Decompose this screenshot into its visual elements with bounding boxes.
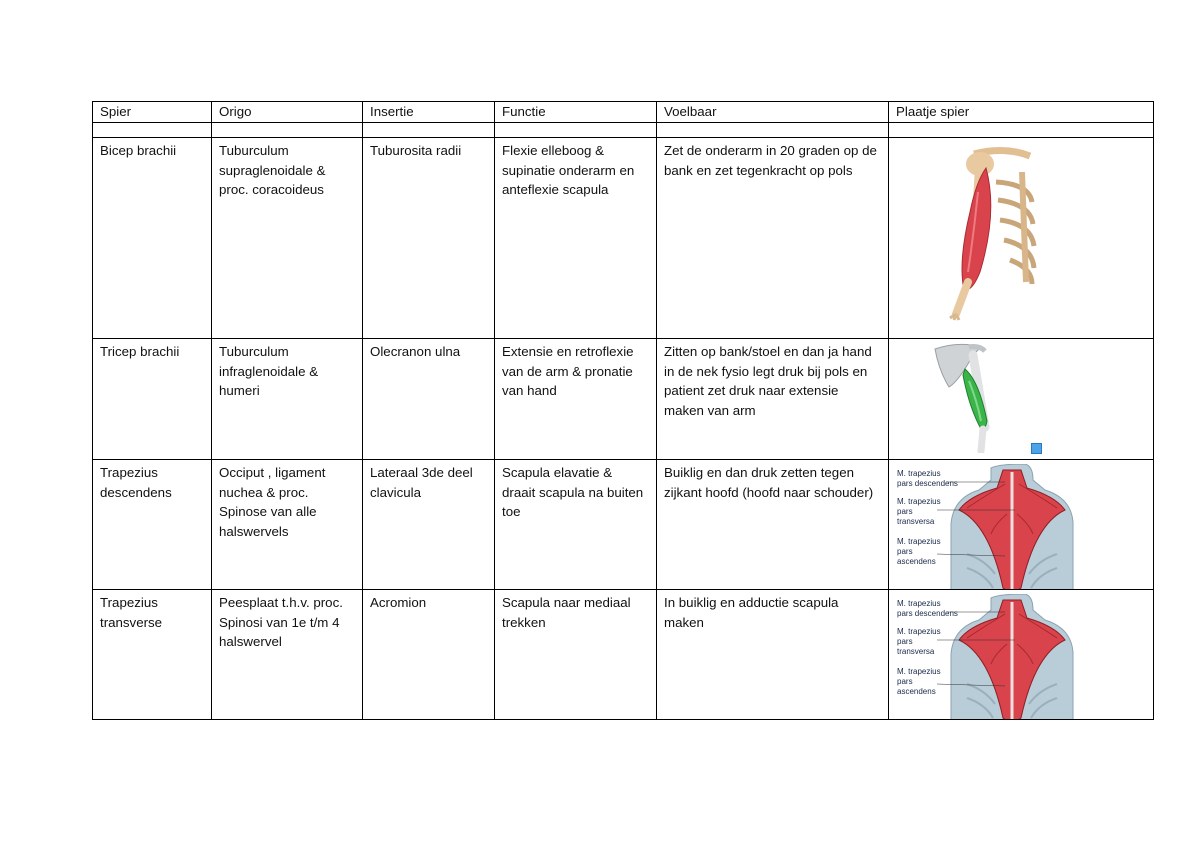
cell-spier: Trapezius descendens — [93, 460, 212, 590]
cell-functie: Flexie elleboog & supinatie onderarm en anteflexie scapula — [495, 138, 657, 339]
svg-text:pars: pars — [897, 677, 913, 686]
svg-text:M. trapezius: M. trapezius — [897, 469, 941, 478]
header-cell: Insertie — [363, 102, 495, 123]
cell-origo: Peesplaat t.h.v. proc. Spinosi van 1e t/m 4 halswervel — [212, 590, 363, 720]
cell-insertie: Acromion — [363, 590, 495, 720]
cell-origo: Occiput , ligament nuchea & proc. Spinose van alle halswervels — [212, 460, 363, 590]
empty-cell — [889, 123, 1154, 138]
trapezius-illustration — [895, 594, 1075, 720]
table-row — [93, 590, 1154, 720]
cell-image — [889, 460, 1154, 590]
label-pars-transversa — [897, 497, 941, 526]
table-header-row — [93, 102, 1154, 123]
cell-voelbaar: Buiklig en dan druk zetten tegen zijkant hoofd (hoofd naar schouder) — [657, 460, 889, 590]
svg-text:M. trapezius: M. trapezius — [897, 599, 941, 608]
header-cell: Functie — [495, 102, 657, 123]
svg-text:pars: pars — [897, 637, 913, 646]
cell-origo: Tuburculum supraglenoidale & proc. coracoideus — [212, 138, 363, 339]
svg-text:transversa: transversa — [897, 517, 935, 526]
biceps-muscle-illustration — [934, 142, 1044, 322]
cell-functie: Extensie en retroflexie van de arm & pronatie van hand — [495, 339, 657, 460]
empty-cell — [93, 123, 212, 138]
empty-row — [93, 123, 1154, 138]
header-cell: Origo — [212, 102, 363, 123]
header-cell: Voelbaar — [657, 102, 889, 123]
label-pars-descendens — [897, 599, 958, 618]
cell-voelbaar: In buiklig en adductie scapula maken — [657, 590, 889, 720]
label-pars-transversa — [897, 627, 941, 656]
svg-text:pars: pars — [897, 547, 913, 556]
svg-text:pars descendens: pars descendens — [897, 479, 958, 488]
label-pars-ascendens — [897, 537, 941, 566]
cell-image — [889, 339, 1154, 460]
table-row — [93, 339, 1154, 460]
cell-voelbaar: Zitten op bank/stoel en dan ja hand in de nek fysio legt druk bij pols en patient zet druk naar extensie maken van arm — [657, 339, 889, 460]
header-cell: Plaatje spier — [889, 102, 1154, 123]
cell-image — [889, 590, 1154, 720]
trapezius-illustration — [895, 464, 1075, 590]
cell-spier: Trapezius transverse — [93, 590, 212, 720]
empty-cell — [657, 123, 889, 138]
empty-cell — [495, 123, 657, 138]
cell-insertie: Lateraal 3de deel clavicula — [363, 460, 495, 590]
empty-cell — [212, 123, 363, 138]
svg-text:M. trapezius: M. trapezius — [897, 667, 941, 676]
svg-text:transversa: transversa — [897, 647, 935, 656]
cell-image — [889, 138, 1154, 339]
empty-cell — [363, 123, 495, 138]
header-cell: Spier — [93, 102, 212, 123]
svg-text:M. trapezius: M. trapezius — [897, 497, 941, 506]
cell-spier: Tricep brachii — [93, 339, 212, 460]
svg-text:ascendens: ascendens — [897, 687, 936, 696]
image-handle-icon — [1031, 443, 1042, 454]
cell-origo: Tuburculum infraglenoidale & humeri — [212, 339, 363, 460]
svg-text:pars: pars — [897, 507, 913, 516]
label-pars-ascendens — [897, 667, 941, 696]
svg-text:M. trapezius: M. trapezius — [897, 537, 941, 546]
svg-text:ascendens: ascendens — [897, 557, 936, 566]
triceps-muscle-illustration — [929, 341, 1009, 453]
cell-spier: Bicep brachii — [93, 138, 212, 339]
table-row — [93, 138, 1154, 339]
svg-text:M. trapezius: M. trapezius — [897, 627, 941, 636]
cell-functie: Scapula elavatie & draait scapula na buiten toe — [495, 460, 657, 590]
svg-text:pars descendens: pars descendens — [897, 609, 958, 618]
cell-insertie: Tuburosita radii — [363, 138, 495, 339]
label-pars-descendens — [897, 469, 958, 488]
table-row — [93, 460, 1154, 590]
cell-voelbaar: Zet de onderarm in 20 graden op de bank en zet tegenkracht op pols — [657, 138, 889, 339]
cell-insertie: Olecranon ulna — [363, 339, 495, 460]
cell-functie: Scapula naar mediaal trekken — [495, 590, 657, 720]
muscle-table — [92, 101, 1154, 720]
